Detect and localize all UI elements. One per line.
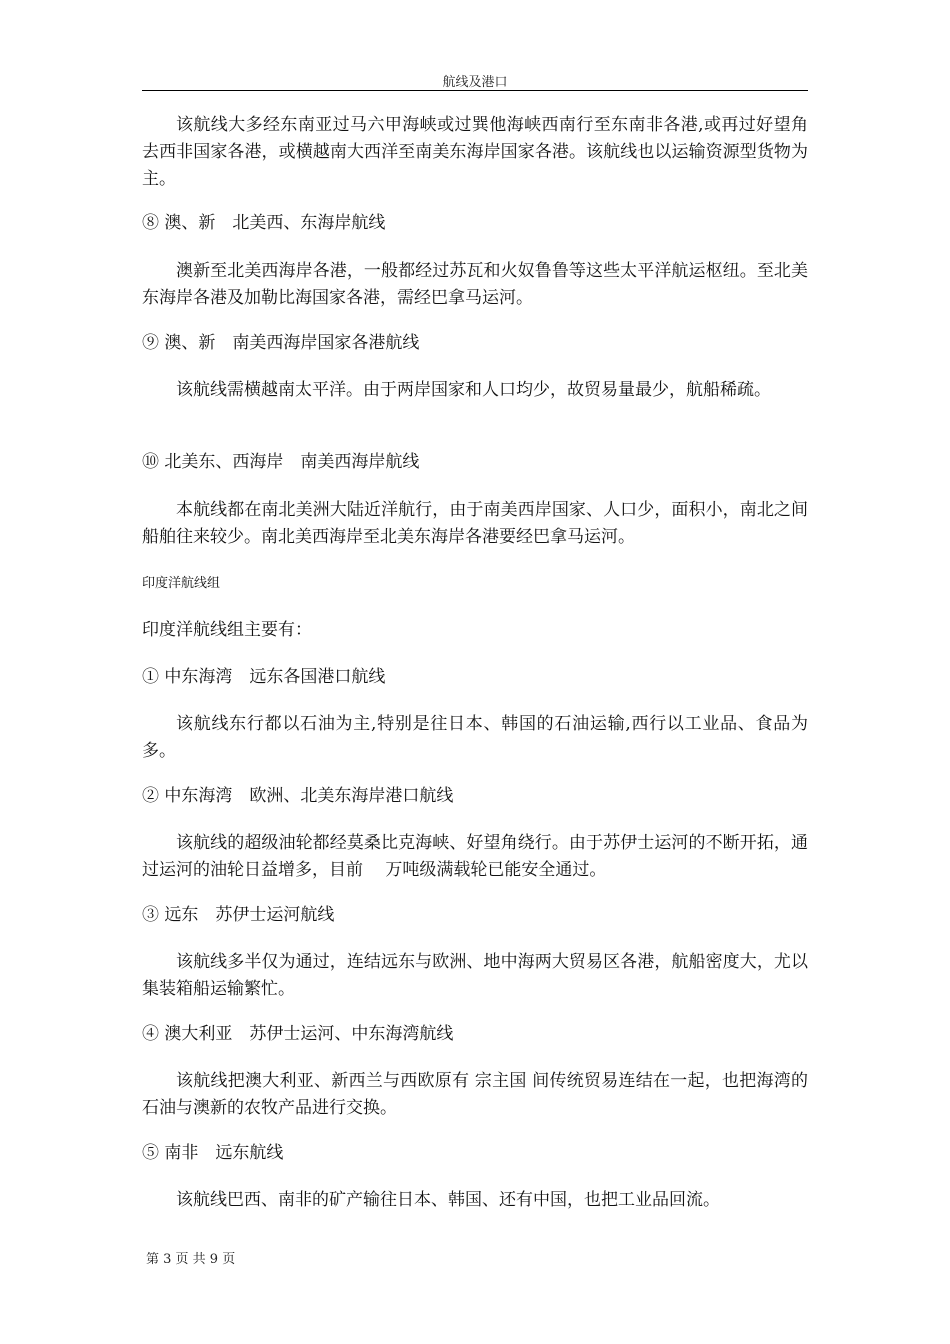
paragraph	[142, 1068, 808, 1122]
heading-text: ⑨ 澳、新 南美西海岸国家各港航线	[142, 333, 420, 353]
paragraph	[142, 258, 808, 312]
route-heading	[142, 665, 808, 689]
route-heading	[142, 211, 808, 235]
heading-text: ② 中东海湾 欧洲、北美东海岸港口航线	[142, 786, 454, 806]
paragraph-text: 该航线巴西、南非的矿产输往日本、韩国、还有中国，也把工业品回流。	[176, 1190, 720, 1210]
paragraph-text: 该航线的超级油轮都经莫桑比克海峡、好望角绕行。由于苏伊士运河的不断开拓，通过运河的油轮日益增多，目前 万吨级满载轮已能安全通过。	[142, 833, 808, 880]
paragraph-text: 该航线大多经东南亚过马六甲海峡或过巽他海峡西南行至东南非各港,或再过好望角去西非国家各港，或横越南大西洋至南美东海岸国家各港。该航线也以运输资源型货物为主。	[142, 115, 808, 189]
paragraph	[142, 1187, 808, 1214]
heading-text: ③ 远东 苏伊士运河航线	[142, 905, 335, 925]
paragraph	[142, 830, 808, 884]
paragraph	[142, 112, 808, 193]
paragraph-text: 该航线东行都以石油为主,特别是往日本、韩国的石油运输,西行以工业品、食品为多。	[142, 714, 808, 761]
heading-text: ④ 澳大利亚 苏伊士运河、中东海湾航线	[142, 1024, 454, 1044]
heading-text: ① 中东海湾 远东各国港口航线	[142, 667, 386, 687]
heading-text: ⑩ 北美东、西海岸 南美西海岸航线	[142, 452, 420, 472]
section-intro	[142, 618, 808, 642]
page-header-title: 航线及港口	[442, 75, 508, 90]
route-heading	[142, 784, 808, 808]
page-footer: 第 3 页 共 9 页	[146, 1252, 236, 1267]
route-heading	[142, 903, 808, 927]
header-divider	[142, 90, 808, 91]
paragraph	[142, 949, 808, 1003]
route-heading	[142, 1022, 808, 1046]
section-label	[142, 574, 808, 594]
heading-text: 印度洋航线组主要有：	[142, 620, 312, 640]
paragraph-text: 该航线需横越南太平洋。由于两岸国家和人口均少，故贸易量最少，航船稀疏。	[176, 380, 771, 400]
section-label-text: 印度洋航线组	[142, 576, 221, 591]
paragraph	[142, 377, 808, 404]
route-heading	[142, 450, 808, 474]
paragraph-text: 该航线把澳大利亚、新西兰与西欧原有 宗主国 间传统贸易连结在一起，也把海湾的石油与澳新的农牧产品进行交换。	[142, 1071, 808, 1118]
route-heading	[142, 1141, 808, 1165]
paragraph-text: 本航线都在南北美洲大陆近洋航行，由于南美西岸国家、人口少，面积小，南北之间船舶往来较少。南北美西海岸至北美东海岸各港要经巴拿马运河。	[142, 500, 808, 547]
paragraph-text: 该航线多半仅为通过，连结远东与欧洲、地中海两大贸易区各港，航船密度大，尤以集装箱船运输繁忙。	[142, 952, 808, 999]
paragraph	[142, 711, 808, 765]
route-heading	[142, 331, 808, 355]
paragraph	[142, 497, 808, 551]
heading-text: ⑤ 南非 远东航线	[142, 1143, 284, 1163]
heading-text: ⑧ 澳、新 北美西、东海岸航线	[142, 213, 386, 233]
paragraph-text: 澳新至北美西海岸各港，一般都经过苏瓦和火奴鲁鲁等这些太平洋航运枢纽。至北美东海岸各港及加勒比海国家各港，需经巴拿马运河。	[142, 261, 808, 308]
